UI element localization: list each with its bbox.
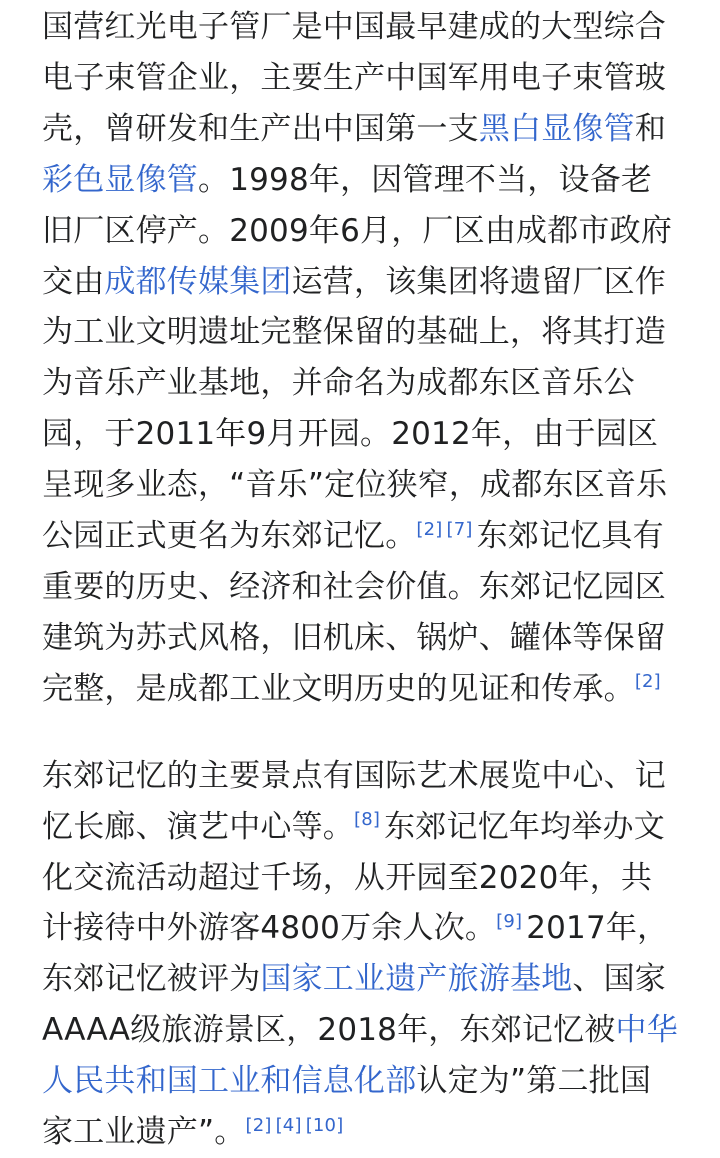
citation-link[interactable]: [2] (634, 671, 661, 693)
citation-link[interactable]: [7] (446, 518, 473, 540)
article-link[interactable]: 彩色显像管 (42, 161, 198, 198)
paragraph-text: 、国家AAAA级旅游景区，2018年，东郊记忆被 (42, 961, 667, 1049)
paragraph-text: 东郊记忆年均举办文化交流活动超过千场，从开园至2020年，共计接待中外游客4800万余人次。 (42, 808, 665, 947)
citation-link[interactable]: [4] (275, 1114, 302, 1136)
paragraph-text: 运营，该集团将遗留厂区作为工业文明遗址完整保留的基础上，将其打造为音乐产业基地，并命名为成都东区音乐公园，于2011年9月开园。2012年，由于园区呈现多业态，“音乐”定位狭窄，成都东区音乐公园正式更名为东郊记忆。 (42, 263, 668, 555)
article-link[interactable]: 国家工业遗产旅游基地 (260, 961, 573, 998)
citation-group (354, 809, 384, 830)
citation-link[interactable]: [8] (354, 809, 381, 831)
citation-group (635, 671, 665, 692)
paragraph-text: 。1998年，因管理不当，设备老旧厂区停产。2009年6月，厂区由成都市政府交由 (42, 161, 673, 300)
paragraph (42, 0, 682, 715)
citation-group (496, 911, 526, 932)
paragraph-text: 国营红光电子管厂是中国最早建成的大型综合电子束管企业，主要生产中国军用电子束管玻壳，曾研发和生产出中国第一支 (42, 9, 666, 147)
citation-link[interactable]: [2] (245, 1114, 272, 1136)
paragraph-text: 2017年，东郊记忆被评为 (42, 910, 669, 998)
article-link[interactable]: 成都传媒集团 (104, 263, 292, 300)
paragraph-text: 东郊记忆具有重要的历史、经济和社会价值。东郊记忆园区建筑为苏式风格，旧机床、锅炉、罐体等保留完整，是成都工业文明历史的见证和传承。 (42, 518, 666, 707)
citation-link[interactable]: [9] (496, 911, 523, 933)
citation-link[interactable]: [2] (416, 518, 443, 540)
article-body (42, 0, 682, 1158)
paragraph-text: 认定为”第二批国家工业遗产”。 (42, 1063, 652, 1151)
paragraph-text: 和 (634, 110, 667, 147)
paragraph (42, 751, 682, 1158)
citation-group (416, 519, 476, 540)
paragraph-text: 东郊记忆的主要景点有国际艺术展览中心、记忆长廊、演艺中心等。 (42, 757, 666, 845)
citation-link[interactable]: [10] (305, 1114, 344, 1136)
article-link[interactable]: 黑白显像管 (478, 110, 635, 147)
article-link[interactable]: 中华人民共和国工业和信息化部 (42, 1012, 678, 1100)
